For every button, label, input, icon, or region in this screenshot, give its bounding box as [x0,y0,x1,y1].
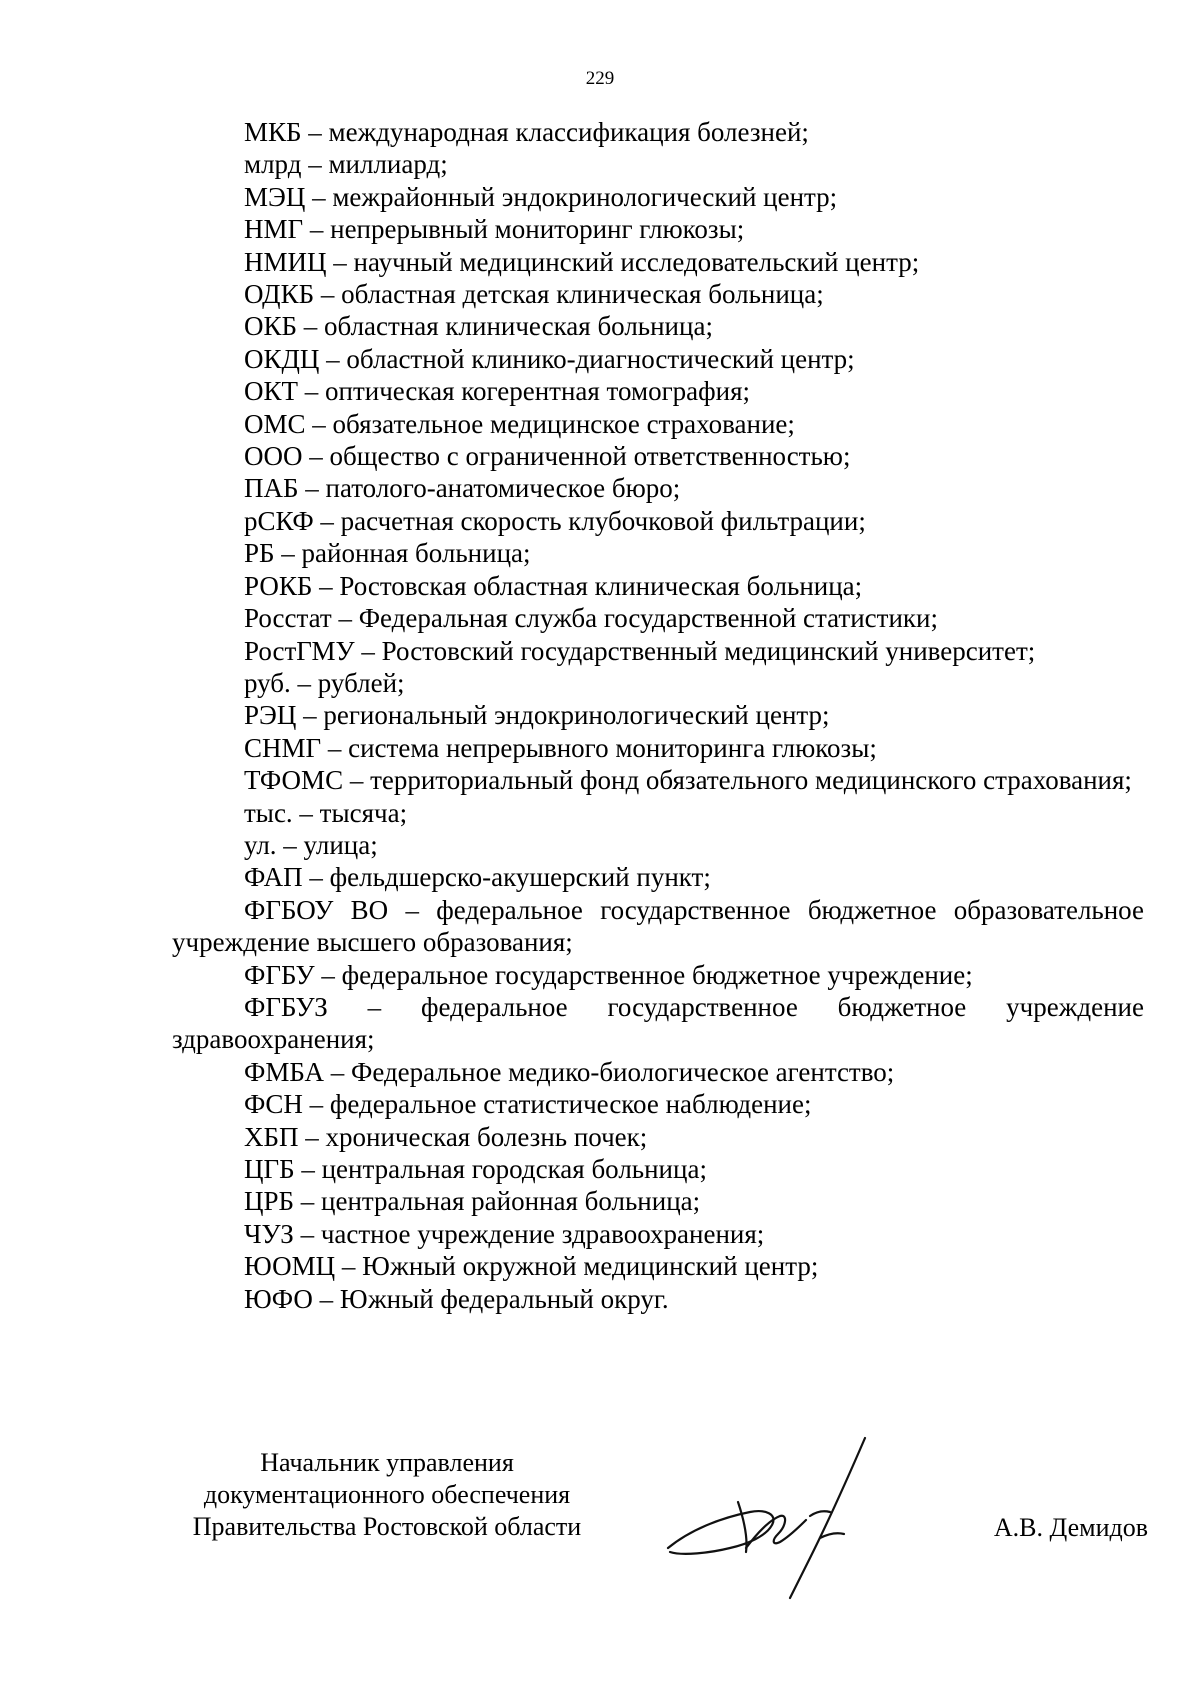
abbreviation-entry: ФГБУ – федеральное государственное бюджетное учреждение; [244,959,973,990]
abbreviation-entry: ФАП – фельдшерско-акушерский пункт; [244,862,711,893]
abbreviation-entry: ЧУЗ – частное учреждение здравоохранения; [244,1218,765,1249]
abbreviation-entry: ФМБА – Федеральное медико-биологическое агентство; [244,1056,895,1087]
abbreviation-entry: ЦГБ – центральная городская больница; [244,1154,707,1184]
abbreviation-entry: ПАБ – патолого-анатомическое бюро; [244,473,681,504]
abbreviation-entry: РБ – районная больница; [244,538,531,569]
page-number: 229 [585,68,615,89]
abbreviation-entry: ОКБ – областная клиническая больница; [244,311,713,342]
abbreviation-entry: ЮОМЦ – Южный окружной медицинский центр; [244,1251,819,1282]
abbreviation-entry: тыс. – тысяча; [244,797,408,828]
signatory-position-line: Начальник управления [260,1448,514,1477]
abbreviation-entry: РЭЦ – региональный эндокринологический центр; [244,700,830,731]
abbreviation-entry: ОДКБ – областная детская клиническая больница; [244,279,824,310]
abbreviation-entry: РостГМУ – Ростовский государственный медицинский университет; [244,635,1036,666]
abbreviation-entry: СНМГ – система непрерывного мониторинга глюкозы; [244,732,877,763]
abbreviation-entry: ОКДЦ – областной клинико-диагностический центр; [244,343,855,374]
abbreviation-entry: РОКБ – Ростовская областная клиническая больница; [244,570,863,601]
abbreviation-entry: МКБ – международная классификация болезней; [244,117,809,147]
abbreviation-entry: НМГ – непрерывный мониторинг глюкозы; [244,214,745,245]
abbreviation-entry: ЮФО – Южный федеральный округ. [244,1283,669,1314]
abbreviation-entry: руб. – рублей; [244,667,405,698]
abbreviation-entry: НМИЦ – научный медицинский исследовательский центр; [244,246,920,277]
abbreviation-entry: ЦРБ – центральная районная больница; [244,1186,701,1217]
abbreviation-entry: рСКФ – расчетная скорость клубочковой фильтрации; [244,505,866,536]
abbreviation-entry: ул. – улица; [244,829,378,860]
handwritten-signature [660,1430,940,1605]
abbreviation-list [172,116,1144,1315]
abbreviation-entry: ТФОМС – территориальный фонд обязательного медицинского страхования; [244,765,1132,796]
abbreviation-entry: МЭЦ – межрайонный эндокринологический центр; [244,181,838,212]
signatory-position [172,1447,602,1543]
abbreviation-entry: ОМС – обязательное медицинское страхование; [244,408,795,439]
abbreviation-entry: ХБП – хроническая болезнь почек; [244,1121,648,1152]
abbreviation-entry: ФГБОУ ВО – федеральное государственное бюджетное образовательное учреждение высшего образования; [172,894,1144,958]
abbreviation-entry: ФГБУЗ – федеральное государственное бюджетное учреждение здравоохранения; [172,991,1144,1055]
abbreviation-entry: ФСН – федеральное статистическое наблюдение; [244,1089,812,1120]
abbreviation-entry: Росстат – Федеральная служба государственной статистики; [244,603,938,634]
abbreviation-entry: млрд – миллиард; [244,149,448,180]
signatory-position-line: документационного обеспечения [203,1480,571,1509]
abbreviation-entry: ООО – общество с ограниченной ответственностью; [244,441,851,472]
signatory-position-line: Правительства Ростовской области [192,1512,582,1541]
abbreviation-entry: ОКТ – оптическая когерентная томография; [244,376,750,407]
signatory-name: А.В. Демидов [993,1513,1148,1542]
